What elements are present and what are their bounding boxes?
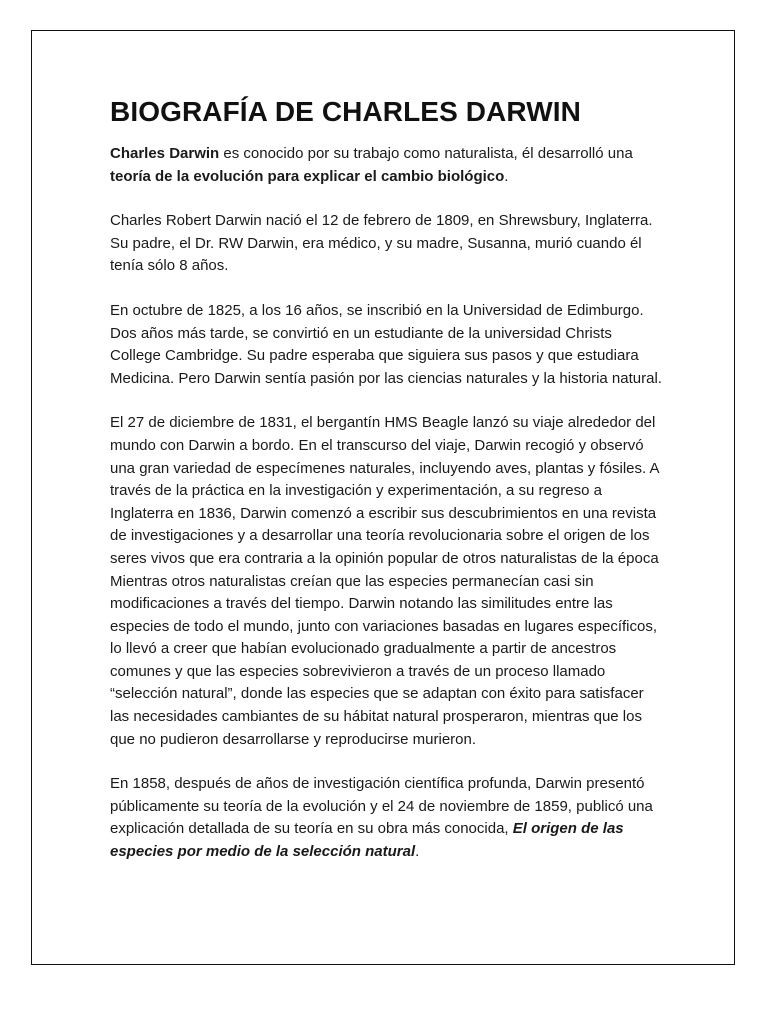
intro-end: . [504, 167, 509, 185]
voyage-paragraph: El 27 de diciembre de 1831, el bergantín HMS Beagle lanzó su viaje alrededor del mundo con Darwin a bordo. En el transcurso del viaje, Darwin recogió y observó una gran variedad de especímenes naturales, incluyendo aves, plantas y fósiles. A través de la práctica en la investigación y experimentación, a su regreso a Inglaterra en 1836, Darwin comenzó a escribir sus descubrimientos en una revista de investigaciones y a desarrollar una teoría revolucionaria sobre el origen de los seres vivos que era contraria a la opinión popular de otros naturalistas de la época Mientras otros naturalistas creían que las especies permanecían casi sin modificaciones a través del tiempo. Darwin notando las similitudes entre las especies de todo el mundo, junto con variaciones basadas en lugares específicos, lo llevó a creer que habían evolucionado gradualmente a partir de ancestros comunes y que las especies sobrevivieron a través de un proceso llamado “selección natural”, donde las especies que se adaptan con éxito para satisfacer las necesidades cambiantes de su hábitat natural prosperaron, mientras que los que no pudieron desarrollarse y reproducirse murieron. [110, 414, 659, 748]
education-paragraph: En octubre de 1825, a los 16 años, se inscribió en la Universidad de Edimburgo. Dos años más tarde, se convirtió en un estudiante de la universidad Christs College Cambridge. Su padre esperaba que siguiera sus pasos y que estudiara Medicina. Pero Darwin sentía pasión por las ciencias naturales y la historia natural. [110, 301, 662, 387]
intro-theory: teoría de la evolución para explicar el cambio biológico [110, 167, 505, 185]
document-title: BIOGRAFÍA DE CHARLES DARWIN [110, 96, 581, 127]
document-page [31, 30, 735, 965]
book-title-italic: El origen de las especies por medio de la selección natural [110, 820, 624, 861]
final-paragraph [110, 773, 665, 863]
intro-paragraph [110, 143, 665, 188]
birth-paragraph: Charles Robert Darwin nació el 12 de febrero de 1809, en Shrewsbury, Inglaterra. Su padre, el Dr. RW Darwin, era médico, y su madre, Susanna, murió cuando él tenía sólo 8 años. [110, 212, 653, 275]
final-text: En 1858, después de años de investigación científica profunda, Darwin presentó públicamente su teoría de la evolución y el 24 de noviembre de 1859, publicó una explicación detallada de su teoría en su obra más conocida, [110, 775, 653, 838]
intro-name: Charles Darwin [110, 145, 220, 162]
final-end: . [415, 843, 420, 861]
intro-text: es conocido por su trabajo como naturalista, él desarrolló una [219, 145, 633, 162]
document-body [110, 95, 665, 886]
